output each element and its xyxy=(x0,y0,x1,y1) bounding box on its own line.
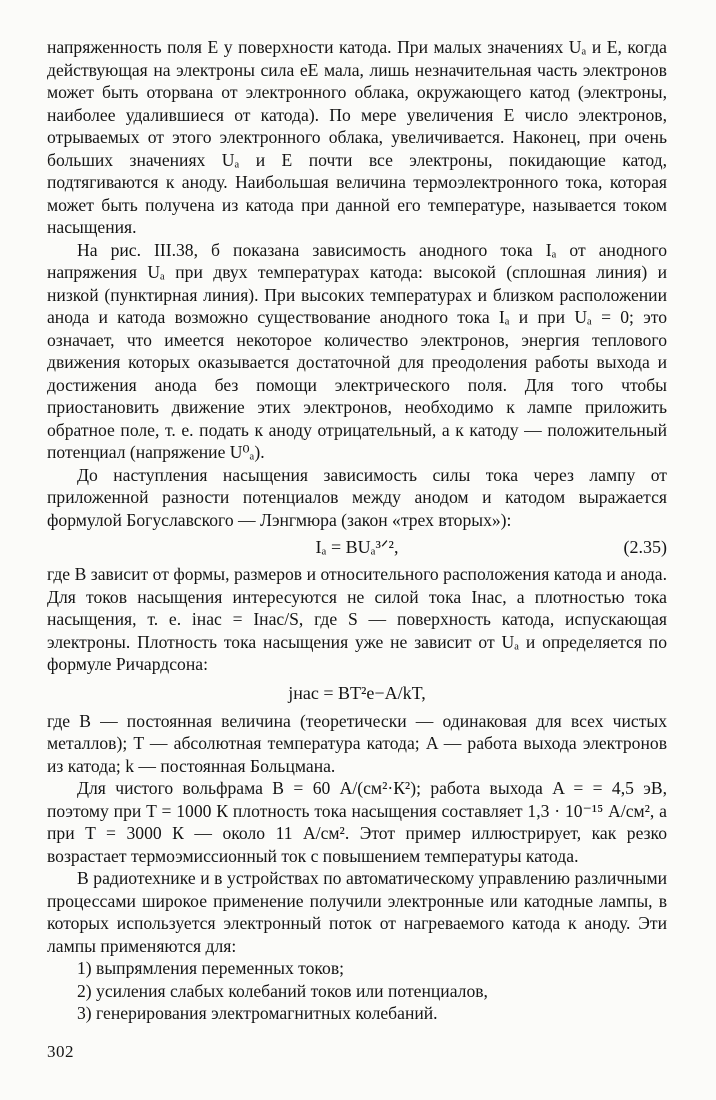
page-body xyxy=(47,36,667,1025)
paragraph-5: где B — постоянная величина (теоретически — одинаковая для всех чистых металлов); T — абсолютная температура катода; A — работа выхода электронов из катода; k — постоянная Больцмана. xyxy=(47,710,667,776)
paragraph-1: напряженность поля E у поверхности катода. При малых значениях Uₐ и E, когда действующая на электроны сила eE мала, лишь незначительная часть электронов может быть оторвана от электронного облака, окружающего катод (электроны, наиболее удалившиеся от катода). По мере увеличения E число электронов, отрываемых от этого электронного облака, увеличивается. Наконец, при очень больших значениях Uₐ и E почти все электроны, покидающие катод, подтягиваются к аноду. Наибольшая величина термоэлектронного тока, которая может быть получена из катода при данной его температуре, называется током насыщения. xyxy=(47,37,667,237)
formula-richardson-expression: jнас = BT²e−A/kT, xyxy=(288,682,426,703)
formula-boguslavsky-langmuir xyxy=(47,531,667,563)
paragraph-4: где B зависит от формы, размеров и относительного расположения катода и анода. Для токов насыщения интересуются не силой тока Iнас, а плотностью тока насыщения, т. е. iнас = Iнас/S, где S — поверхность катода, испускающая электроны. Плотность тока насыщения уже не зависит от Uₐ и определяется по формуле Ричардсона: xyxy=(47,564,667,674)
formula-boguslavsky-expression: Iₐ = BUₐ³ᐟ², xyxy=(315,537,399,557)
list-item: 1) выпрямления переменных токов; xyxy=(77,958,345,978)
paragraph-2: На рис. III.38, б показана зависимость анодного тока Iₐ от анодного напряжения Uₐ при двух температурах катода: высокой (сплошная линия) и низкой (пунктирная линия). При высоких температурах и близком расположении анода и катода возможно существование анодного тока Iₐ и при Uₐ = 0; это означает, что имеется некоторое количество электронов, энергия теплового движения которых оказывается достаточной для преодоления работы выхода и достижения анода без помощи электрического поля. Для того чтобы приостановить движение этих электронов, необходимо к лампе приложить обратное поле, т. е. подать к аноду отрицательный, а к катоду — положительный потенциал (напряжение U⁰ₐ). xyxy=(47,239,667,462)
list-item: 2) усиления слабых колебаний токов или потенциалов, xyxy=(77,980,488,1001)
page-number: 302 xyxy=(47,1042,74,1061)
paragraph-7: В радиотехнике и в устройствах по автоматическому управлению различными процессами широкое применение получили электронные или катодные лампы, в которых используется электронный поток от нагреваемого катода к аноду. Эти лампы применяются для: xyxy=(47,868,667,956)
application-list xyxy=(47,957,667,1025)
formula-number: (2.35) xyxy=(623,537,667,557)
paragraph-3: До наступления насыщения зависимость силы тока через лампу от приложенной разности потенциалов между анодом и катодом выражается формулой Богуславского — Лэнгмюра (закон «трех вторых»): xyxy=(47,464,667,530)
list-item: 3) генерирования электромагнитных колебаний. xyxy=(77,1003,438,1023)
paragraph-6: Для чистого вольфрама B = 60 А/(см²·К²); работа выхода A = = 4,5 эВ, поэтому при T = 1000 К плотность тока насыщения составляет 1,3 · 10⁻¹⁵ А/см², а при T = 3000 К — около 11 А/см². Этот пример иллюстрирует, как резко возрастает термоэмиссионный ток с повышением температуры катода. xyxy=(47,778,667,866)
formula-richardson xyxy=(47,676,667,710)
